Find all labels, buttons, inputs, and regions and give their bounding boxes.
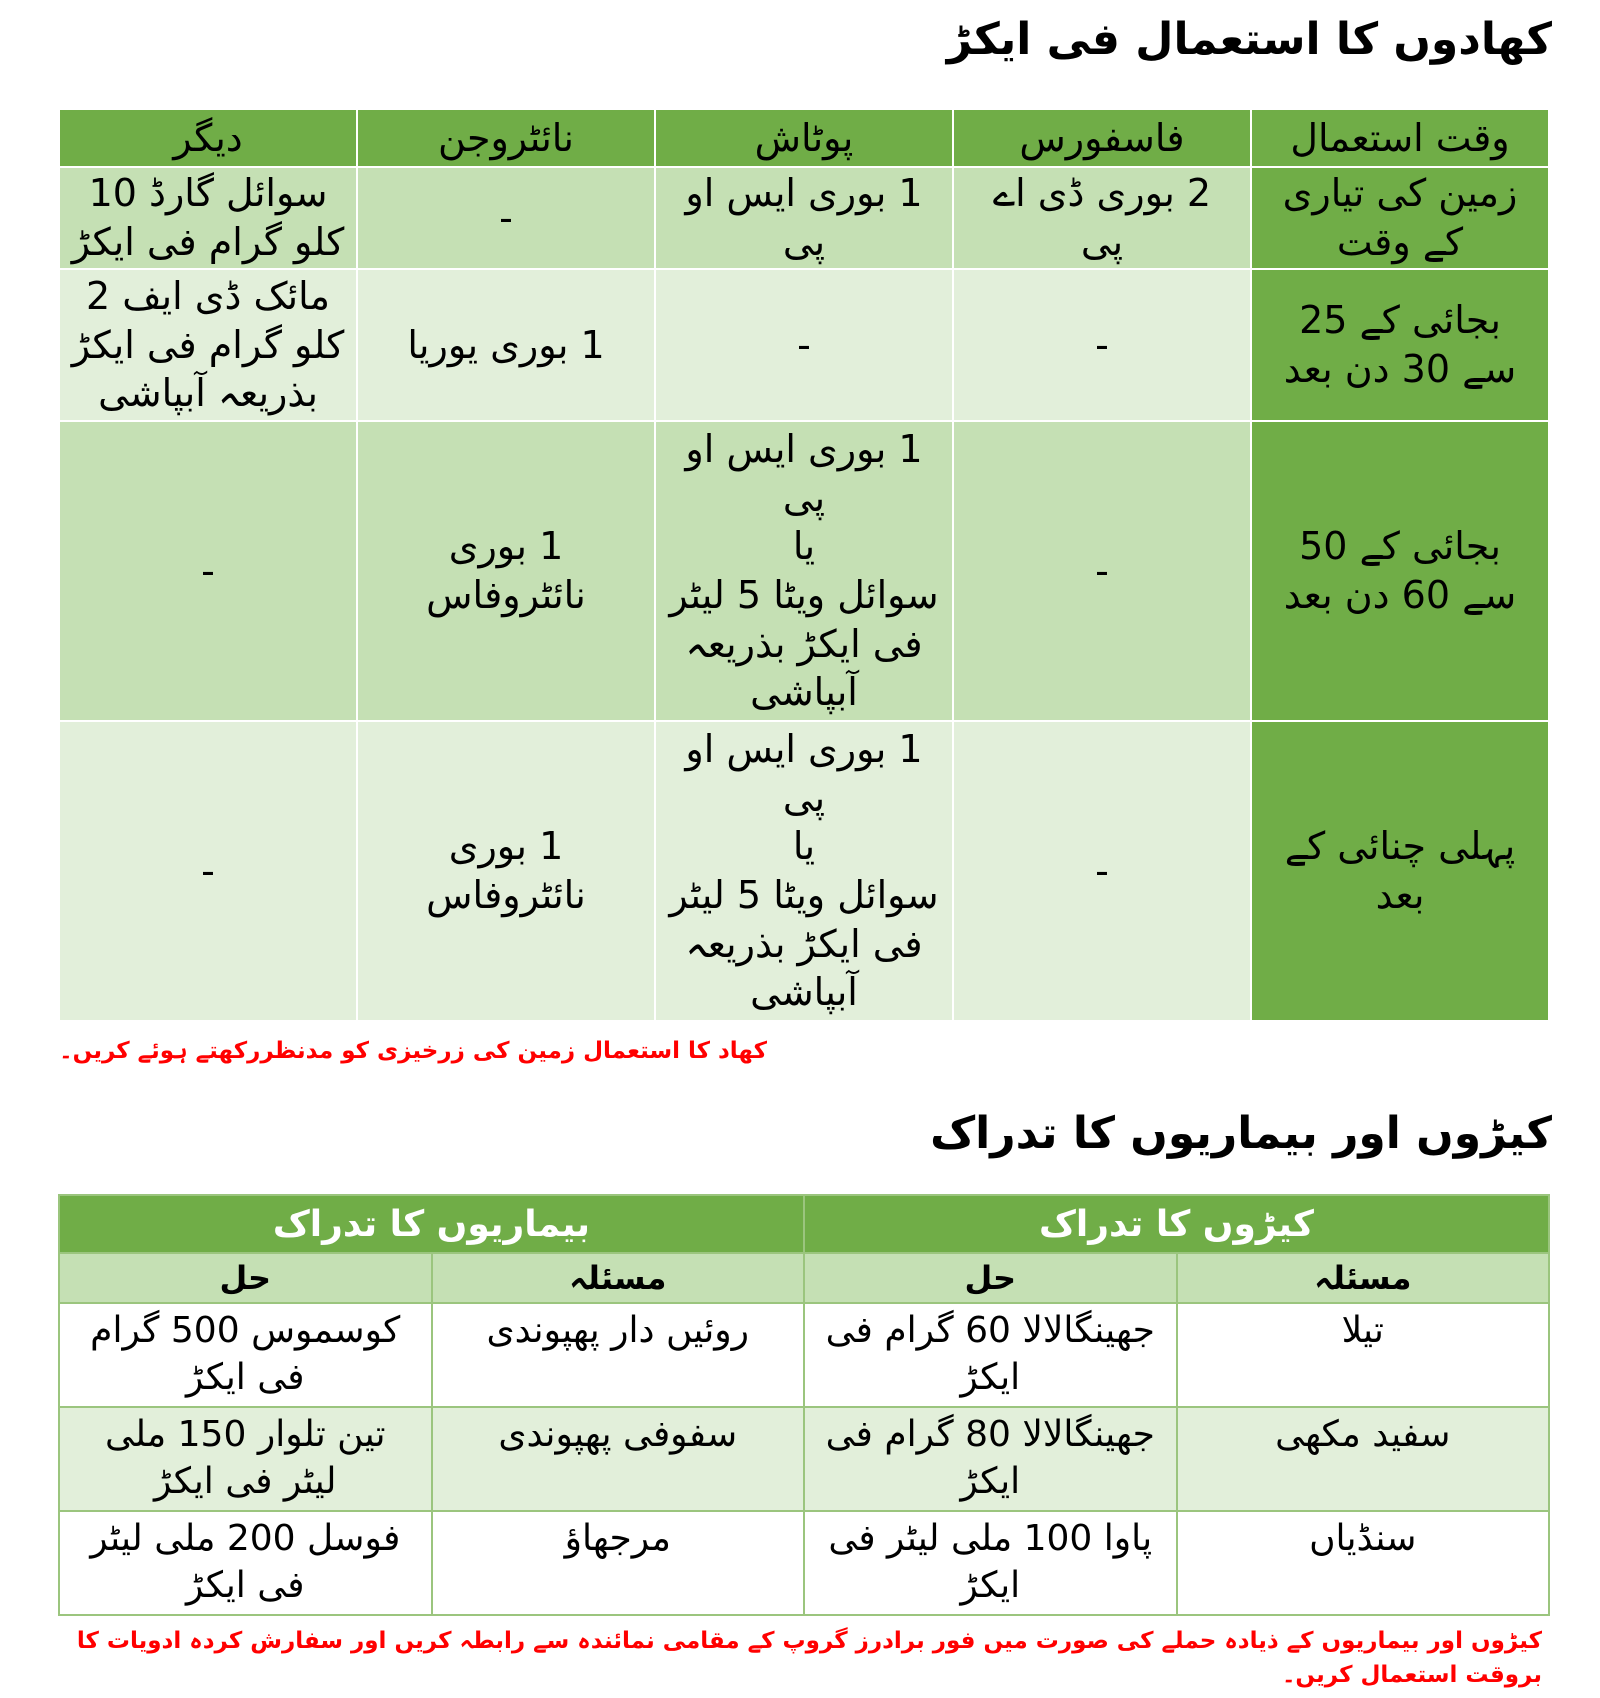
table-cell: سنڈیاں: [1177, 1511, 1550, 1615]
header-solution: حل: [59, 1253, 432, 1303]
table-row: [59, 1407, 1549, 1511]
table-cell: 1 بوری نائٹروفاس: [357, 721, 655, 1021]
table-cell: بجائی کے 25 سے 30 دن بعد: [1251, 269, 1549, 421]
header-time: وقت استعمال: [1251, 109, 1549, 167]
pest-control-title: کیڑوں اور بیماریوں کا تدراک: [930, 1108, 1552, 1159]
table-cell: بجائی کے 50 سے 60 دن بعد: [1251, 421, 1549, 721]
pest-control-table: [58, 1194, 1550, 1616]
table-cell: 2 بوری ڈی اے پی: [953, 167, 1251, 269]
header-other: دیگر: [59, 109, 357, 167]
table-row: [59, 167, 1549, 269]
table-cell: مائک ڈی ایف 2 کلو گرام فی ایکڑ بذریعہ آبپاشی: [59, 269, 357, 421]
fertilizer-table: [58, 108, 1550, 1022]
table-cell: تین تلوار 150 ملی لیٹر فی ایکڑ: [59, 1407, 432, 1511]
table-cell: پاوا 100 ملی لیٹر فی ایکڑ: [804, 1511, 1177, 1615]
table-cell: جھینگالالا 80 گرام فی ایکڑ: [804, 1407, 1177, 1511]
table-cell: 1 بوری ایس او پی یا سوائل ویٹا 5 لیٹر فی ایکڑ بذریعہ آبپاشی: [655, 721, 953, 1021]
table-row: [59, 269, 1549, 421]
table-cell: 1 بوری ایس او پی یا سوائل ویٹا 5 لیٹر فی ایکڑ بذریعہ آبپاشی: [655, 421, 953, 721]
table-cell: فوسل 200 ملی لیٹر فی ایکڑ: [59, 1511, 432, 1615]
table-cell: -: [59, 421, 357, 721]
header-pest-control: کیڑوں کا تدراک: [804, 1195, 1549, 1253]
table-row: [59, 421, 1549, 721]
header-nitrogen: نائٹروجن: [357, 109, 655, 167]
table-cell: کوسموس 500 گرام فی ایکڑ: [59, 1303, 432, 1407]
pest-sub-header-row: [59, 1253, 1549, 1303]
header-phosphorus: فاسفورس: [953, 109, 1251, 167]
fertilizer-title: کھادوں کا استعمال فی ایکڑ: [946, 14, 1552, 65]
header-disease-control: بیماریوں کا تدراک: [59, 1195, 804, 1253]
table-cell: روئیں دار پھپوندی: [432, 1303, 805, 1407]
table-cell: -: [953, 421, 1251, 721]
table-cell: 1 بوری یوریا: [357, 269, 655, 421]
table-row: [59, 1511, 1549, 1615]
table-row: [59, 721, 1549, 1021]
header-problem: مسئلہ: [1177, 1253, 1550, 1303]
table-cell: -: [953, 721, 1251, 1021]
pest-group-header-row: [59, 1195, 1549, 1253]
table-cell: پہلی چنائی کے بعد: [1251, 721, 1549, 1021]
table-cell: مرجھاؤ: [432, 1511, 805, 1615]
table-cell: سفوفی پھپوندی: [432, 1407, 805, 1511]
table-cell: -: [59, 721, 357, 1021]
table-cell: 1 بوری ایس او پی: [655, 167, 953, 269]
table-cell: جھینگالالا 60 گرام فی ایکڑ: [804, 1303, 1177, 1407]
table-cell: -: [357, 167, 655, 269]
table-cell: سوائل گارڈ 10 کلو گرام فی ایکڑ: [59, 167, 357, 269]
table-cell: -: [655, 269, 953, 421]
pest-control-note: کیڑوں اور بیماریوں کے ذیادہ حملے کی صورت میں فور برادرز گروپ کے مقامی نمائندہ سے رابطہ کریں اور سفارش کردہ ادویات کا بروقت استعمال کریں۔: [76, 1628, 1542, 1688]
table-cell: سفید مکھی: [1177, 1407, 1550, 1511]
table-cell: 1 بوری نائٹروفاس: [357, 421, 655, 721]
header-solution: حل: [804, 1253, 1177, 1303]
table-cell: تیلا: [1177, 1303, 1550, 1407]
header-problem: مسئلہ: [432, 1253, 805, 1303]
header-potash: پوٹاش: [655, 109, 953, 167]
fertilizer-header-row: [59, 109, 1549, 167]
table-cell: زمین کی تیاری کے وقت: [1251, 167, 1549, 269]
fertilizer-note: کھاد کا استعمال زمین کی زرخیزی کو مدنظررکھتے ہوئے کریں۔: [59, 1038, 767, 1064]
table-cell: -: [953, 269, 1251, 421]
table-row: [59, 1303, 1549, 1407]
